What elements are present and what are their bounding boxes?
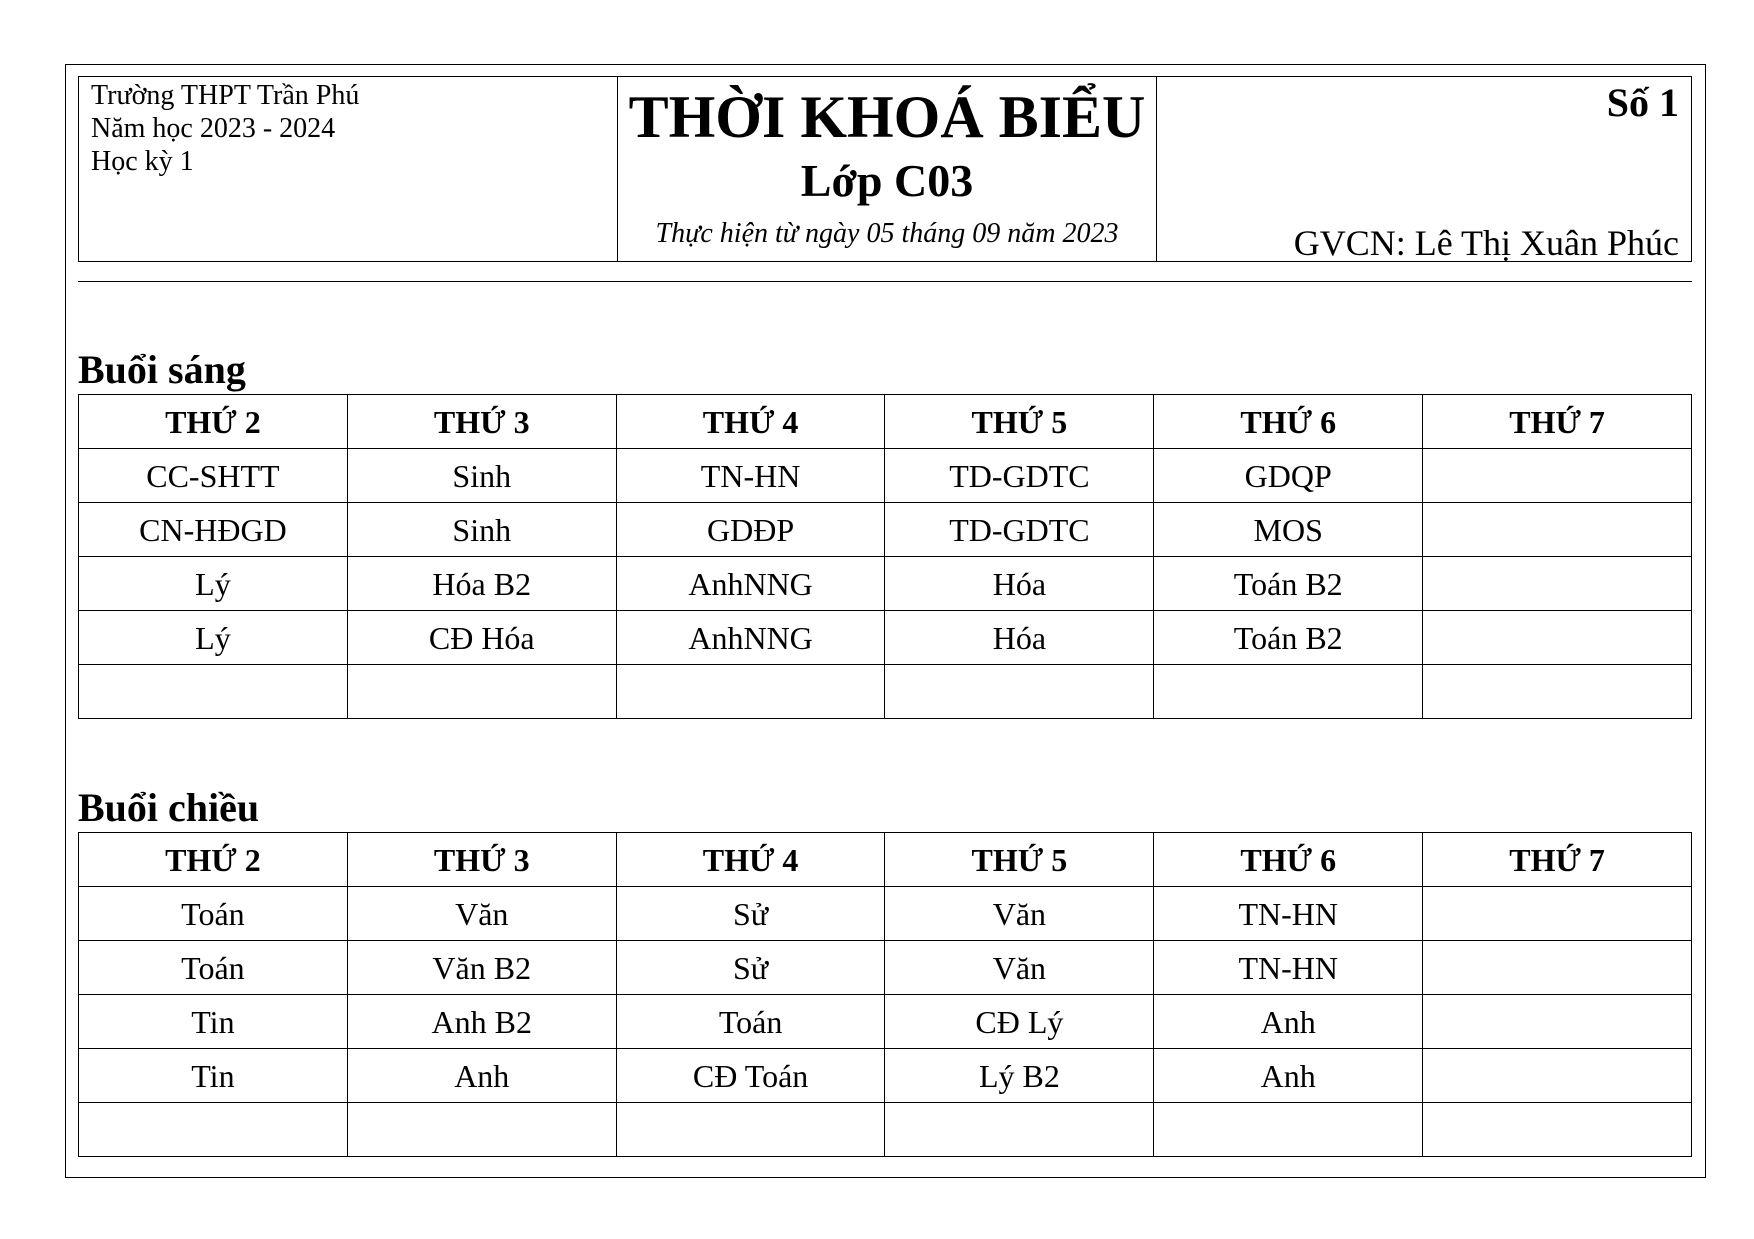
subject-cell: Anh [1154,995,1423,1049]
subject-cell: Toán B2 [1154,557,1423,611]
homeroom-teacher: GVCN: Lê Thị Xuân Phúc [1293,223,1679,263]
subject-cell: TD-GDTC [885,503,1154,557]
subject-cell: Hóa B2 [347,557,616,611]
header-row [79,833,1692,887]
subject-cell [1423,611,1692,665]
subject-cell: Toán [79,941,348,995]
table-row [79,611,1692,665]
subject-cell [616,1103,885,1157]
subject-cell: Văn [885,941,1154,995]
subject-cell: Tin [79,1049,348,1103]
day-header: THỨ 3 [347,395,616,449]
subject-cell: Sinh [347,449,616,503]
subject-cell [1423,887,1692,941]
subject-cell: Toán [616,995,885,1049]
day-header: THỨ 7 [1423,833,1692,887]
table-row [79,887,1692,941]
doc-info [1157,77,1691,261]
subject-cell [1423,503,1692,557]
subject-cell: Anh [347,1049,616,1103]
afternoon-timetable [78,832,1692,1157]
subject-cell: Lý [79,557,348,611]
subject-cell: MOS [1154,503,1423,557]
subject-cell [1423,1049,1692,1103]
subject-cell [1423,995,1692,1049]
subject-cell: TN-HN [1154,941,1423,995]
subject-cell: AnhNNG [616,557,885,611]
subject-cell: Văn [347,887,616,941]
day-header: THỨ 5 [885,833,1154,887]
subject-cell: Văn [885,887,1154,941]
day-header: THỨ 6 [1154,833,1423,887]
subject-cell: Sử [616,887,885,941]
morning-title: Buổi sáng [78,347,246,392]
subject-cell: Toán B2 [1154,611,1423,665]
subject-cell: CĐ Toán [616,1049,885,1103]
subject-cell [79,1103,348,1157]
subject-cell: Anh B2 [347,995,616,1049]
subject-cell: Hóa [885,611,1154,665]
semester: Học kỳ 1 [91,146,194,177]
subject-cell: GDQP [1154,449,1423,503]
day-header: THỨ 4 [616,833,885,887]
subject-cell [1423,1103,1692,1157]
table-row [79,1049,1692,1103]
subject-cell: Văn B2 [347,941,616,995]
subject-cell [1423,665,1692,719]
subject-cell: Sử [616,941,885,995]
divider [78,281,1692,282]
subject-cell: TD-GDTC [885,449,1154,503]
subject-cell: Lý B2 [885,1049,1154,1103]
subject-cell: TN-HN [616,449,885,503]
school-name: Trường THPT Trần Phú [91,80,360,111]
day-header: THỨ 7 [1423,395,1692,449]
subject-cell: Hóa [885,557,1154,611]
subject-cell: Tin [79,995,348,1049]
subject-cell: CC-SHTT [79,449,348,503]
subject-cell [347,1103,616,1157]
document-number: Số 1 [1606,80,1679,125]
day-header: THỨ 2 [79,395,348,449]
subject-cell: Anh [1154,1049,1423,1103]
subject-cell [1423,449,1692,503]
subject-cell: CN-HĐGD [79,503,348,557]
subject-cell [347,665,616,719]
table-row [79,665,1692,719]
header-box [78,76,1692,262]
subject-cell [1423,557,1692,611]
subject-cell: GDĐP [616,503,885,557]
subject-cell [1154,1103,1423,1157]
subject-cell [1423,941,1692,995]
subject-cell: TN-HN [1154,887,1423,941]
table-row [79,557,1692,611]
header-row [79,395,1692,449]
day-header: THỨ 5 [885,395,1154,449]
page-title: THỜI KHOÁ BIỂU [628,84,1146,150]
table-row [79,1103,1692,1157]
school-info [79,77,618,261]
day-header: THỨ 6 [1154,395,1423,449]
table-row [79,449,1692,503]
afternoon-title: Buổi chiều [78,785,260,830]
day-header: THỨ 4 [616,395,885,449]
subject-cell [616,665,885,719]
subject-cell [79,665,348,719]
subject-cell: Toán [79,887,348,941]
morning-timetable [78,394,1692,719]
table-row [79,995,1692,1049]
subject-cell: CĐ Hóa [347,611,616,665]
subject-cell: Lý [79,611,348,665]
subject-cell [885,665,1154,719]
class-name: Lớp C03 [800,155,974,206]
table-row [79,503,1692,557]
subject-cell [885,1103,1154,1157]
title-block [618,77,1157,261]
table-row [79,941,1692,995]
day-header: THỨ 2 [79,833,348,887]
subject-cell: CĐ Lý [885,995,1154,1049]
date-range: Thực hiện từ ngày 05 tháng 09 năm 2023 [655,218,1119,249]
school-year: Năm học 2023 - 2024 [91,113,336,144]
subject-cell: AnhNNG [616,611,885,665]
subject-cell [1154,665,1423,719]
subject-cell: Sinh [347,503,616,557]
day-header: THỨ 3 [347,833,616,887]
